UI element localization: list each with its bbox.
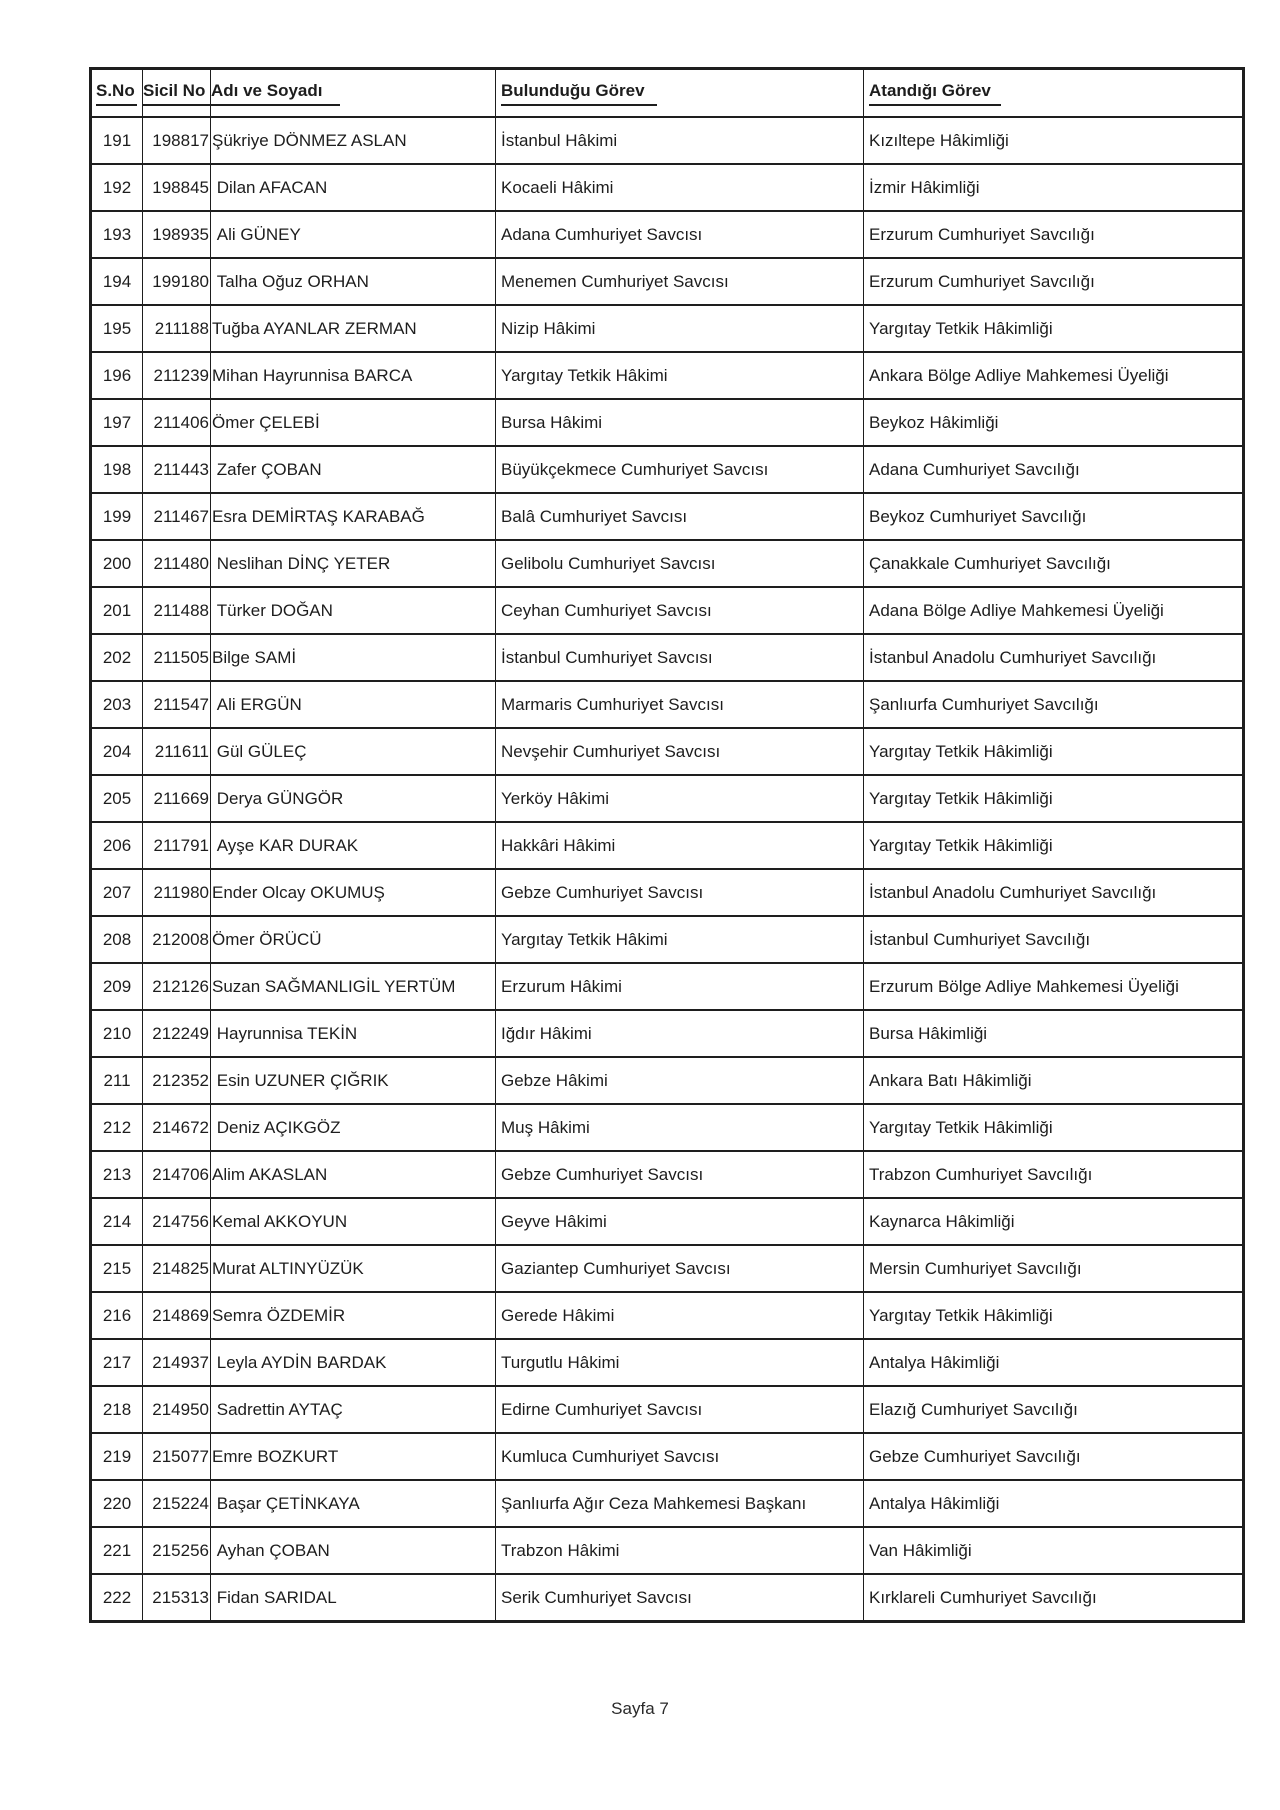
- name-cell: Gül GÜLEÇ: [211, 728, 496, 775]
- name-cell: Leyla AYDİN BARDAK: [211, 1339, 496, 1386]
- table-row: [91, 1386, 1244, 1433]
- sicil-no-cell: 212008: [143, 916, 211, 963]
- table-row: [91, 164, 1244, 211]
- current-duty-cell: Geyve Hâkimi: [496, 1198, 864, 1245]
- current-duty-cell: Adana Cumhuriyet Savcısı: [496, 211, 864, 258]
- row-number-cell: 206: [91, 822, 143, 869]
- current-duty-cell: Yerköy Hâkimi: [496, 775, 864, 822]
- name-cell: Alim AKASLAN: [211, 1151, 496, 1198]
- name-cell: Talha Oğuz ORHAN: [211, 258, 496, 305]
- current-duty-cell: Erzurum Hâkimi: [496, 963, 864, 1010]
- assigned-duty-cell: Bursa Hâkimliği: [864, 1010, 1244, 1057]
- name-cell: Emre BOZKURT: [211, 1433, 496, 1480]
- sicil-no-cell: 212352: [143, 1057, 211, 1104]
- header-row: [91, 69, 1244, 118]
- current-duty-cell: Ceyhan Cumhuriyet Savcısı: [496, 587, 864, 634]
- row-number-cell: 219: [91, 1433, 143, 1480]
- assigned-duty-cell: Adana Bölge Adliye Mahkemesi Üyeliği: [864, 587, 1244, 634]
- name-cell: Ali ERGÜN: [211, 681, 496, 728]
- table-row: [91, 1104, 1244, 1151]
- header-name-label: Adı ve Soyadı: [211, 80, 340, 105]
- name-cell: Ayşe KAR DURAK: [211, 822, 496, 869]
- assigned-duty-cell: Erzurum Cumhuriyet Savcılığı: [864, 211, 1244, 258]
- row-number-cell: 209: [91, 963, 143, 1010]
- sicil-no-cell: 211467: [143, 493, 211, 540]
- sicil-no-cell: 211791: [143, 822, 211, 869]
- appointments-table: [89, 67, 1245, 1623]
- sicil-no-cell: 211239: [143, 352, 211, 399]
- table-row: [91, 540, 1244, 587]
- current-duty-cell: Balâ Cumhuriyet Savcısı: [496, 493, 864, 540]
- row-number-cell: 202: [91, 634, 143, 681]
- row-number-cell: 194: [91, 258, 143, 305]
- table-row: [91, 822, 1244, 869]
- table-row: [91, 1010, 1244, 1057]
- name-cell: Suzan SAĞMANLIGİL YERTÜM: [211, 963, 496, 1010]
- name-cell: Şükriye DÖNMEZ ASLAN: [211, 117, 496, 164]
- assigned-duty-cell: Çanakkale Cumhuriyet Savcılığı: [864, 540, 1244, 587]
- current-duty-cell: Bursa Hâkimi: [496, 399, 864, 446]
- name-cell: Murat ALTINYÜZÜK: [211, 1245, 496, 1292]
- sicil-no-cell: 198845: [143, 164, 211, 211]
- assigned-duty-cell: Erzurum Cumhuriyet Savcılığı: [864, 258, 1244, 305]
- name-cell: Ender Olcay OKUMUŞ: [211, 869, 496, 916]
- name-cell: Derya GÜNGÖR: [211, 775, 496, 822]
- row-number-cell: 215: [91, 1245, 143, 1292]
- table-row: [91, 399, 1244, 446]
- row-number-cell: 208: [91, 916, 143, 963]
- name-cell: Hayrunnisa TEKİN: [211, 1010, 496, 1057]
- assigned-duty-cell: Yargıtay Tetkik Hâkimliği: [864, 305, 1244, 352]
- sicil-no-cell: 214672: [143, 1104, 211, 1151]
- assigned-duty-cell: Yargıtay Tetkik Hâkimliği: [864, 775, 1244, 822]
- name-cell: Bilge SAMİ: [211, 634, 496, 681]
- sicil-no-cell: 214950: [143, 1386, 211, 1433]
- assigned-duty-cell: Elazığ Cumhuriyet Savcılığı: [864, 1386, 1244, 1433]
- row-number-cell: 221: [91, 1527, 143, 1574]
- current-duty-cell: İstanbul Hâkimi: [496, 117, 864, 164]
- table-row: [91, 211, 1244, 258]
- table-row: [91, 1245, 1244, 1292]
- row-number-cell: 199: [91, 493, 143, 540]
- row-number-cell: 192: [91, 164, 143, 211]
- sicil-no-cell: 212249: [143, 1010, 211, 1057]
- name-cell: Dilan AFACAN: [211, 164, 496, 211]
- header-sno: [91, 69, 143, 118]
- current-duty-cell: Gelibolu Cumhuriyet Savcısı: [496, 540, 864, 587]
- assigned-duty-cell: Yargıtay Tetkik Hâkimliği: [864, 822, 1244, 869]
- row-number-cell: 216: [91, 1292, 143, 1339]
- table-row: [91, 446, 1244, 493]
- table-row: [91, 258, 1244, 305]
- name-cell: Tuğba AYANLAR ZERMAN: [211, 305, 496, 352]
- assigned-duty-cell: İstanbul Anadolu Cumhuriyet Savcılığı: [864, 869, 1244, 916]
- header-sicil-no: [143, 69, 211, 118]
- row-number-cell: 193: [91, 211, 143, 258]
- table-row: [91, 493, 1244, 540]
- name-cell: Türker DOĞAN: [211, 587, 496, 634]
- sicil-no-cell: 215256: [143, 1527, 211, 1574]
- sicil-no-cell: 211488: [143, 587, 211, 634]
- sicil-no-cell: 211669: [143, 775, 211, 822]
- current-duty-cell: Edirne Cumhuriyet Savcısı: [496, 1386, 864, 1433]
- current-duty-cell: Gebze Cumhuriyet Savcısı: [496, 1151, 864, 1198]
- row-number-cell: 196: [91, 352, 143, 399]
- table-header: [91, 69, 1244, 118]
- sicil-no-cell: 214937: [143, 1339, 211, 1386]
- row-number-cell: 200: [91, 540, 143, 587]
- row-number-cell: 214: [91, 1198, 143, 1245]
- header-name: [211, 69, 496, 118]
- assigned-duty-cell: Yargıtay Tetkik Hâkimliği: [864, 1292, 1244, 1339]
- row-number-cell: 203: [91, 681, 143, 728]
- assigned-duty-cell: Kızıltepe Hâkimliği: [864, 117, 1244, 164]
- row-number-cell: 213: [91, 1151, 143, 1198]
- sicil-no-cell: 211547: [143, 681, 211, 728]
- current-duty-cell: Gebze Hâkimi: [496, 1057, 864, 1104]
- current-duty-cell: Turgutlu Hâkimi: [496, 1339, 864, 1386]
- header-assigned-duty-label: Atandığı Görev: [869, 80, 1001, 105]
- assigned-duty-cell: Ankara Bölge Adliye Mahkemesi Üyeliği: [864, 352, 1244, 399]
- sicil-no-cell: 215224: [143, 1480, 211, 1527]
- row-number-cell: 201: [91, 587, 143, 634]
- row-number-cell: 195: [91, 305, 143, 352]
- page-number: Sayfa 7: [611, 1699, 669, 1718]
- row-number-cell: 211: [91, 1057, 143, 1104]
- table-row: [91, 728, 1244, 775]
- table-row: [91, 587, 1244, 634]
- table-body: [91, 117, 1244, 1622]
- assigned-duty-cell: Antalya Hâkimliği: [864, 1480, 1244, 1527]
- assigned-duty-cell: İzmir Hâkimliği: [864, 164, 1244, 211]
- name-cell: Ömer ÇELEBİ: [211, 399, 496, 446]
- current-duty-cell: Yargıtay Tetkik Hâkimi: [496, 352, 864, 399]
- current-duty-cell: Kocaeli Hâkimi: [496, 164, 864, 211]
- current-duty-cell: Gaziantep Cumhuriyet Savcısı: [496, 1245, 864, 1292]
- row-number-cell: 197: [91, 399, 143, 446]
- assigned-duty-cell: Mersin Cumhuriyet Savcılığı: [864, 1245, 1244, 1292]
- row-number-cell: 222: [91, 1574, 143, 1622]
- header-sno-label: S.No: [96, 80, 137, 105]
- name-cell: Fidan SARIDAL: [211, 1574, 496, 1622]
- table-row: [91, 634, 1244, 681]
- current-duty-cell: Gerede Hâkimi: [496, 1292, 864, 1339]
- sicil-no-cell: 211480: [143, 540, 211, 587]
- current-duty-cell: Menemen Cumhuriyet Savcısı: [496, 258, 864, 305]
- table-row: [91, 1292, 1244, 1339]
- assigned-duty-cell: İstanbul Cumhuriyet Savcılığı: [864, 916, 1244, 963]
- current-duty-cell: Marmaris Cumhuriyet Savcısı: [496, 681, 864, 728]
- table-row: [91, 1574, 1244, 1622]
- sicil-no-cell: 214756: [143, 1198, 211, 1245]
- row-number-cell: 205: [91, 775, 143, 822]
- row-number-cell: 218: [91, 1386, 143, 1433]
- current-duty-cell: Nevşehir Cumhuriyet Savcısı: [496, 728, 864, 775]
- row-number-cell: 217: [91, 1339, 143, 1386]
- table-row: [91, 1198, 1244, 1245]
- name-cell: Neslihan DİNÇ YETER: [211, 540, 496, 587]
- current-duty-cell: Kumluca Cumhuriyet Savcısı: [496, 1433, 864, 1480]
- name-cell: Esra DEMİRTAŞ KARABAĞ: [211, 493, 496, 540]
- sicil-no-cell: 198817: [143, 117, 211, 164]
- sicil-no-cell: 215077: [143, 1433, 211, 1480]
- sicil-no-cell: 198935: [143, 211, 211, 258]
- assigned-duty-cell: Yargıtay Tetkik Hâkimliği: [864, 1104, 1244, 1151]
- table-row: [91, 1339, 1244, 1386]
- current-duty-cell: Şanlıurfa Ağır Ceza Mahkemesi Başkanı: [496, 1480, 864, 1527]
- header-sicil-no-label: Sicil No: [143, 80, 210, 105]
- current-duty-cell: Yargıtay Tetkik Hâkimi: [496, 916, 864, 963]
- table-row: [91, 1057, 1244, 1104]
- assigned-duty-cell: Gebze Cumhuriyet Savcılığı: [864, 1433, 1244, 1480]
- assigned-duty-cell: Kaynarca Hâkimliği: [864, 1198, 1244, 1245]
- name-cell: Ömer ÖRÜCÜ: [211, 916, 496, 963]
- name-cell: Sadrettin AYTAÇ: [211, 1386, 496, 1433]
- name-cell: Mihan Hayrunnisa BARCA: [211, 352, 496, 399]
- row-number-cell: 207: [91, 869, 143, 916]
- assigned-duty-cell: Şanlıurfa Cumhuriyet Savcılığı: [864, 681, 1244, 728]
- table-row: [91, 963, 1244, 1010]
- assigned-duty-cell: Adana Cumhuriyet Savcılığı: [864, 446, 1244, 493]
- assigned-duty-cell: Kırklareli Cumhuriyet Savcılığı: [864, 1574, 1244, 1622]
- assigned-duty-cell: Ankara Batı Hâkimliği: [864, 1057, 1244, 1104]
- name-cell: Başar ÇETİNKAYA: [211, 1480, 496, 1527]
- sicil-no-cell: 211443: [143, 446, 211, 493]
- sicil-no-cell: 212126: [143, 963, 211, 1010]
- current-duty-cell: Trabzon Hâkimi: [496, 1527, 864, 1574]
- assigned-duty-cell: Beykoz Hâkimliği: [864, 399, 1244, 446]
- sicil-no-cell: 211505: [143, 634, 211, 681]
- sicil-no-cell: 211611: [143, 728, 211, 775]
- sicil-no-cell: 211980: [143, 869, 211, 916]
- name-cell: Semra ÖZDEMİR: [211, 1292, 496, 1339]
- assigned-duty-cell: Antalya Hâkimliği: [864, 1339, 1244, 1386]
- table-row: [91, 1151, 1244, 1198]
- current-duty-cell: Nizip Hâkimi: [496, 305, 864, 352]
- table-row: [91, 1433, 1244, 1480]
- current-duty-cell: Hakkâri Hâkimi: [496, 822, 864, 869]
- name-cell: Zafer ÇOBAN: [211, 446, 496, 493]
- sicil-no-cell: 199180: [143, 258, 211, 305]
- table-row: [91, 305, 1244, 352]
- header-assigned-duty: [864, 69, 1244, 118]
- table-row: [91, 1480, 1244, 1527]
- current-duty-cell: Muş Hâkimi: [496, 1104, 864, 1151]
- assigned-duty-cell: İstanbul Anadolu Cumhuriyet Savcılığı: [864, 634, 1244, 681]
- name-cell: Kemal AKKOYUN: [211, 1198, 496, 1245]
- assigned-duty-cell: Yargıtay Tetkik Hâkimliği: [864, 728, 1244, 775]
- table-row: [91, 117, 1244, 164]
- assigned-duty-cell: Beykoz Cumhuriyet Savcılığı: [864, 493, 1244, 540]
- table-row: [91, 352, 1244, 399]
- current-duty-cell: Gebze Cumhuriyet Savcısı: [496, 869, 864, 916]
- name-cell: Esin UZUNER ÇIĞRIK: [211, 1057, 496, 1104]
- name-cell: Ali GÜNEY: [211, 211, 496, 258]
- table-row: [91, 1527, 1244, 1574]
- row-number-cell: 210: [91, 1010, 143, 1057]
- assigned-duty-cell: Trabzon Cumhuriyet Savcılığı: [864, 1151, 1244, 1198]
- header-current-duty-label: Bulunduğu Görev: [501, 80, 657, 105]
- sicil-no-cell: 214706: [143, 1151, 211, 1198]
- sicil-no-cell: 211188: [143, 305, 211, 352]
- row-number-cell: 220: [91, 1480, 143, 1527]
- row-number-cell: 191: [91, 117, 143, 164]
- name-cell: Deniz AÇIKGÖZ: [211, 1104, 496, 1151]
- row-number-cell: 204: [91, 728, 143, 775]
- assigned-duty-cell: Van Hâkimliği: [864, 1527, 1244, 1574]
- table-row: [91, 775, 1244, 822]
- current-duty-cell: Serik Cumhuriyet Savcısı: [496, 1574, 864, 1622]
- table-row: [91, 916, 1244, 963]
- sicil-no-cell: 214825: [143, 1245, 211, 1292]
- current-duty-cell: Iğdır Hâkimi: [496, 1010, 864, 1057]
- table-row: [91, 869, 1244, 916]
- sicil-no-cell: 211406: [143, 399, 211, 446]
- assigned-duty-cell: Erzurum Bölge Adliye Mahkemesi Üyeliği: [864, 963, 1244, 1010]
- row-number-cell: 198: [91, 446, 143, 493]
- sicil-no-cell: 214869: [143, 1292, 211, 1339]
- table-row: [91, 681, 1244, 728]
- name-cell: Ayhan ÇOBAN: [211, 1527, 496, 1574]
- header-current-duty: [496, 69, 864, 118]
- row-number-cell: 212: [91, 1104, 143, 1151]
- sicil-no-cell: 215313: [143, 1574, 211, 1622]
- current-duty-cell: İstanbul Cumhuriyet Savcısı: [496, 634, 864, 681]
- current-duty-cell: Büyükçekmece Cumhuriyet Savcısı: [496, 446, 864, 493]
